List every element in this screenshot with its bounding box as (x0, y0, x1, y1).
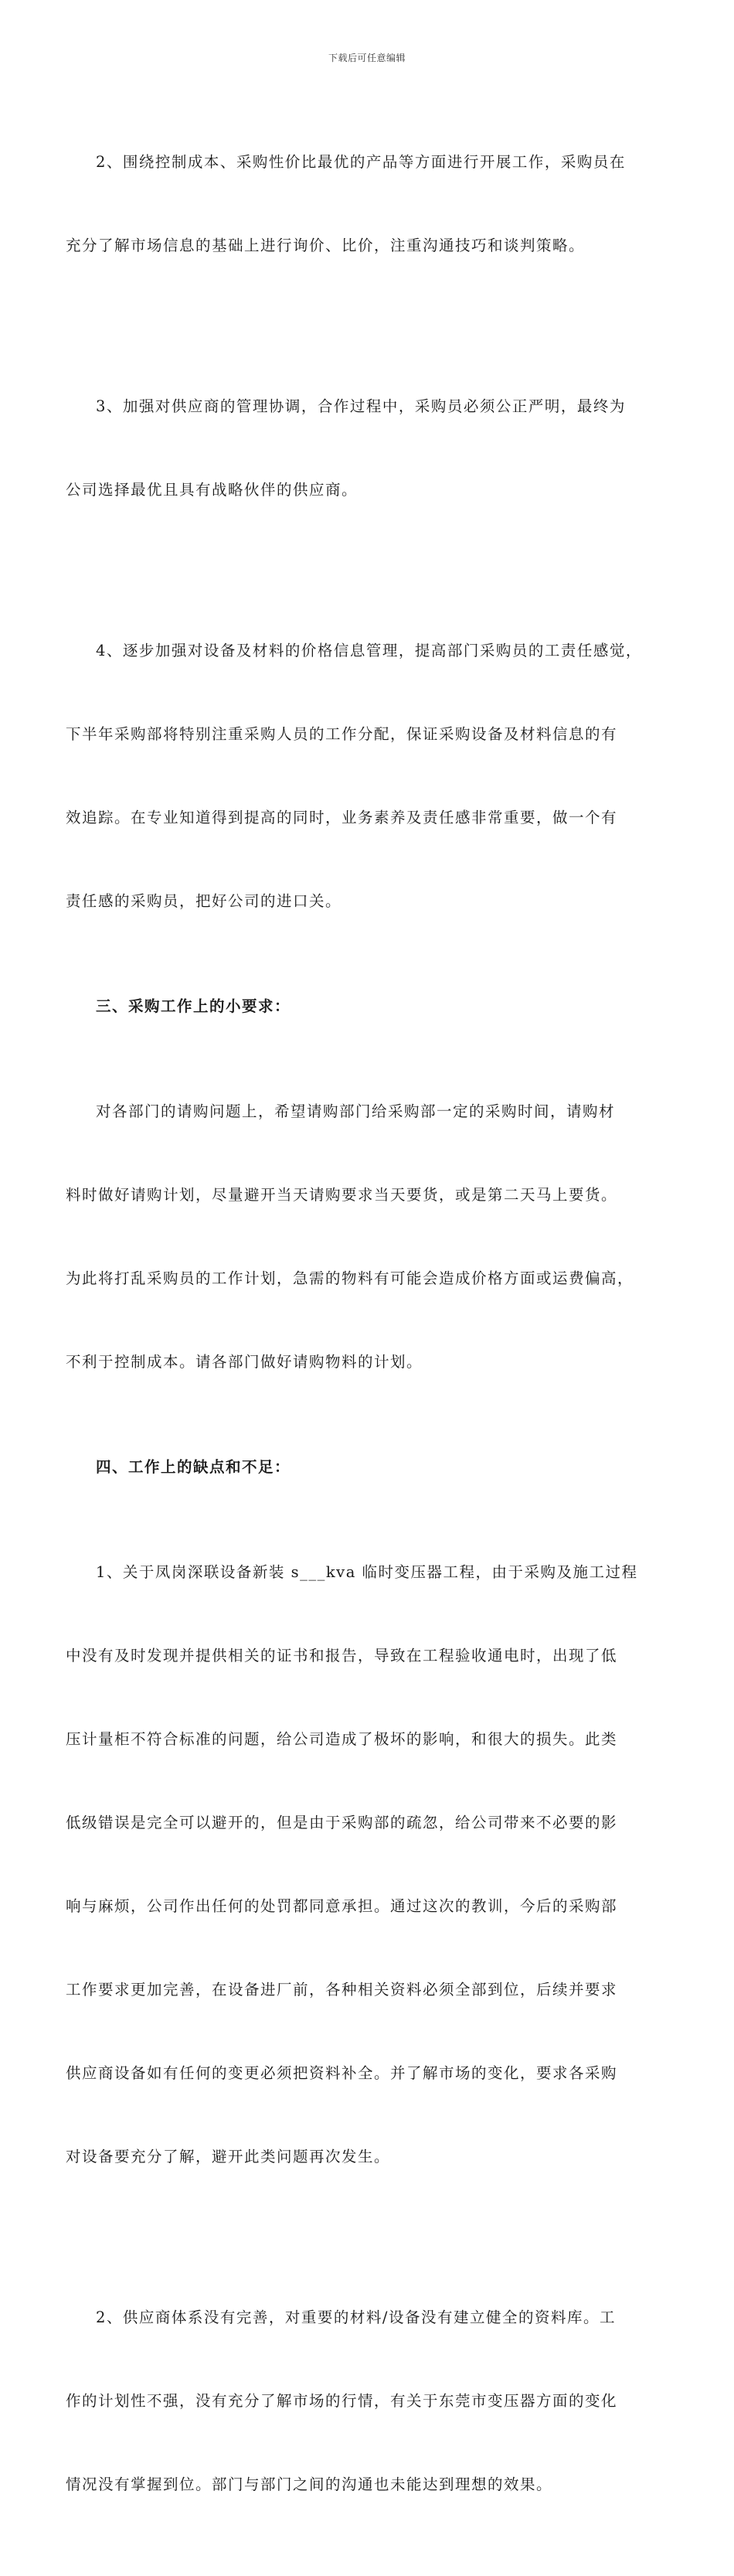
text-line: 3、加强对供应商的管理协调，合作过程中，采购员必须公正严明，最终为 (96, 397, 626, 415)
heading-text: 三、采购工作上的小要求： (96, 997, 291, 1015)
text-line: 料时做好请购计划，尽量避开当天请购要求当天要货，或是第二天马上要货。 (66, 1186, 618, 1204)
text-line: 为此将打乱采购员的工作计划，急需的物料有可能会造成价格方面或运费偏高， (66, 1269, 634, 1287)
heading-text: 四、工作上的缺点和不足： (96, 1458, 291, 1476)
text-line: 作的计划性不强，没有充分了解市场的行情，有关于东莞市变压器方面的变化 (66, 2392, 618, 2410)
text-line: 1、关于凤岗深联设备新装 s___kva 临时变压器工程，由于采购及施工过程 (96, 1563, 638, 1581)
text-line: 2、供应商体系没有完善，对重要的材料/设备没有建立健全的资料库。工 (96, 2309, 616, 2326)
text-line: 情况没有掌握到位。部门与部门之间的沟通也未能达到理想的效果。 (66, 2475, 553, 2493)
text-line: 充分了解市场信息的基础上进行询价、比价，注重沟通技巧和谈判策略。 (66, 237, 586, 254)
text-line: 压计量柜不符合标准的问题，给公司造成了极坏的影响，和很大的损失。此类 (66, 1730, 618, 1748)
text-line: 效追踪。在专业知道得到提高的同时，业务素养及责任感非常重要，做一个有 (66, 809, 618, 826)
paragraph-shortcoming-2 (66, 2248, 667, 2554)
text-line: 对各部门的请购问题上，希望请购部门给采购部一定的采购时间，请购材 (96, 1102, 616, 1120)
text-line: 不利于控制成本。请各部门做好请购物料的计划。 (66, 1353, 423, 1371)
text-line: 对设备要充分了解，避开此类问题再次发生。 (66, 2148, 391, 2165)
text-line: 供应商设备如有任何的变更必须把资料补全。并了解市场的变化，要求各采购 (66, 2064, 618, 2082)
text-line: 低级错误是完全可以避开的，但是由于采购部的疏忽，给公司带来不必要的影 (66, 1814, 618, 1831)
text-line: 中没有及时发现并提供相关的证书和报告，导致在工程验收通电时，出现了低 (66, 1647, 618, 1665)
paragraph-shortcoming-1 (66, 1503, 667, 2227)
text-line: 2、围绕控制成本、采购性价比最优的产品等方面进行开展工作，采购员在 (96, 153, 626, 171)
section-heading-3 (66, 993, 667, 1021)
text-line: 责任感的采购员，把好公司的进口关。 (66, 892, 342, 910)
paragraph-item-4 (66, 581, 667, 971)
page-header: 下载后可任意编辑 (328, 53, 406, 63)
text-line: 下半年采购部将特别注重采购人员的工作分配，保证采购设备及材料信息的有 (66, 725, 618, 743)
text-line: 4、逐步加强对设备及材料的价格信息管理，提高部门采购员的工责任感觉， (96, 642, 642, 659)
text-line: 工作要求更加完善，在设备进厂前，各种相关资料必须全部到位，后续并要求 (66, 1981, 618, 1998)
paragraph-item-2 (66, 93, 667, 315)
document-body (66, 93, 667, 2576)
text-line: 响与麻烦，公司作出任何的处罚都同意承担。通过这次的教训，今后的采购部 (66, 1897, 618, 1915)
paragraph-item-3 (66, 337, 667, 560)
paragraph-purchase-requests (66, 1042, 667, 1432)
text-line: 公司选择最优且具有战略伙伴的供应商。 (66, 481, 359, 499)
section-heading-4 (66, 1453, 667, 1481)
